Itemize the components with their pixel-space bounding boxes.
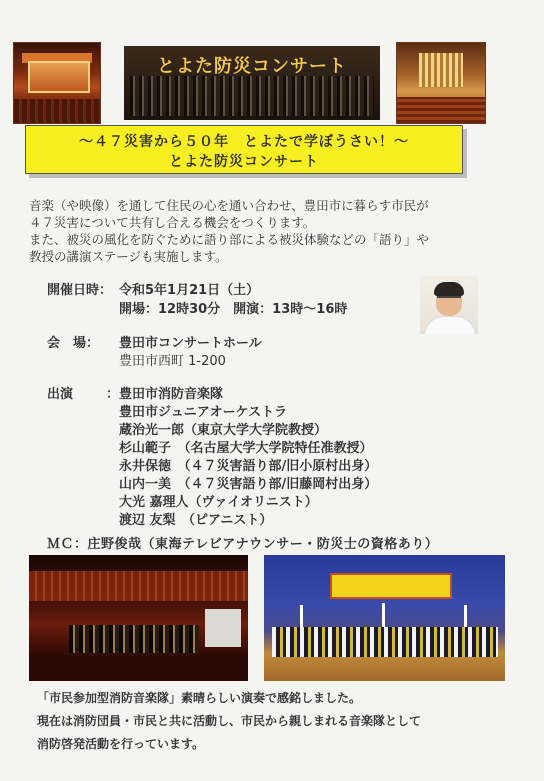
venue-address: 豊田市西町 1-200 xyxy=(119,354,226,369)
date-value: 令和5年1月21日（土） xyxy=(119,283,260,298)
performer-item: 永井保徳 （４７災害語り部/旧小原村出身） xyxy=(119,459,378,474)
performer-item: 渡辺 友梨 （ピアニスト） xyxy=(119,513,273,528)
intro-line: また、被災の風化を防ぐために語り部による被災体験などの「語り」や xyxy=(29,232,430,247)
intro-line: 教授の講演ステージも実施します。 xyxy=(29,249,228,264)
venue-label: 会 場： xyxy=(47,336,100,351)
performers-label: 出演 xyxy=(47,387,74,402)
time-value: 開場：12時30分 開演：13時〜16時 xyxy=(119,302,348,317)
title-banner xyxy=(124,46,380,120)
mc-line: ＭＣ：庄野俊哉（東海テレビアナウンサー・防災士の資格あり） xyxy=(47,537,439,552)
performer-item: 豊田市ジュニアオーケストラ xyxy=(119,405,288,420)
caption-line: 現在は消防団員・市民と共に活動し、市民から親しまれる音楽隊として xyxy=(37,714,422,728)
intro-paragraph xyxy=(29,197,509,265)
intro-line: ４７災害について共有し合える機会をつくります。 xyxy=(29,215,316,230)
caption-line: 消防啓発活動を行っています。 xyxy=(37,737,205,751)
performers-colon: ： xyxy=(106,387,120,402)
venue-name: 豊田市コンサートホール xyxy=(119,336,262,351)
subtitle-box xyxy=(25,125,463,174)
theater-stage-photo xyxy=(13,42,101,124)
orchestra-photo xyxy=(130,76,374,116)
subtitle-line1: 〜４７災害から５０年 とよたで学ぼうさい！〜 xyxy=(79,134,409,150)
subtitle-line2: とよた防災コンサート xyxy=(169,154,319,170)
banner-title: とよた防災コンサート xyxy=(157,56,347,77)
orchestra-concert-photo xyxy=(29,555,248,681)
performer-item: 蔵治光一郎（東京大学大学院教授） xyxy=(119,423,328,438)
intro-line: 音楽（や映像）を通して住民の心を通い合わせ、豊田市に暮らす市民が xyxy=(29,198,429,213)
concert-hall-photo xyxy=(396,42,486,124)
performer-item: 豊田市消防音楽隊 xyxy=(119,387,224,402)
performer-item: 山内一美 （４７災害語り部/旧藤岡村出身） xyxy=(119,477,378,492)
performer-item: 杉山範子 （名古屋大学大学院特任准教授） xyxy=(119,441,373,456)
fire-brigade-band-photo xyxy=(264,555,505,681)
performer-item: 大光 嘉理人（ヴァイオリニスト） xyxy=(119,495,318,510)
caption-line: 「市民参加型消防音楽隊」素晴らしい演奏で感銘しました。 xyxy=(37,691,362,705)
date-label: 開催日時： xyxy=(47,283,113,298)
speaker-portrait xyxy=(420,276,478,334)
